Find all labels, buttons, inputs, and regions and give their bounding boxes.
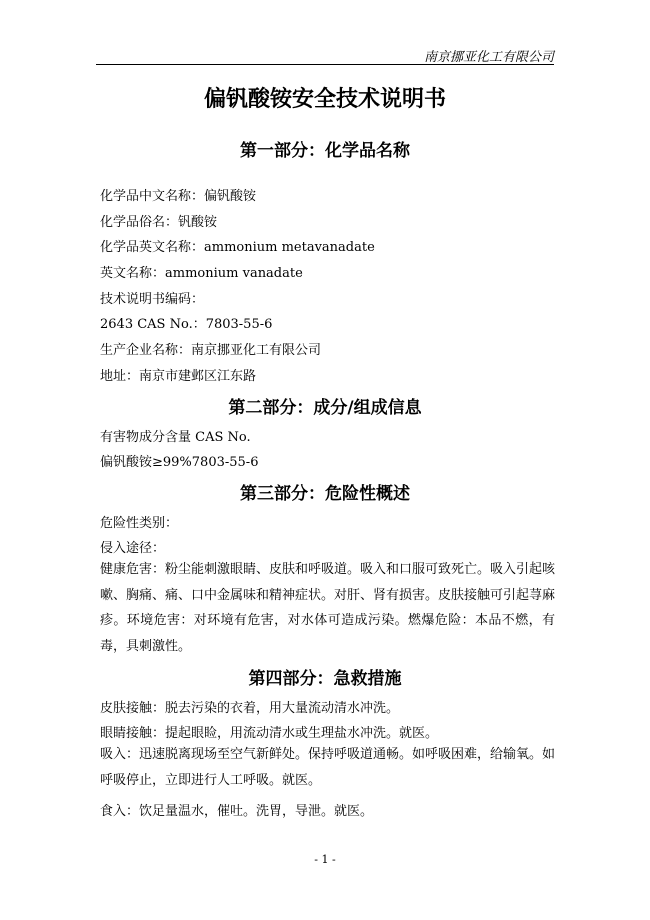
chinese-name-line: 化学品中文名称：偏钒酸铵	[100, 189, 257, 204]
english-name-line: 英文名称：ammonium vanadate	[100, 266, 303, 281]
common-name-line: 化学品俗名：钒酸铵	[100, 215, 218, 230]
address-line: 地址：南京市建邺区江东路	[100, 369, 257, 384]
section-1-heading: 第一部分：化学品名称	[240, 141, 410, 161]
english-chemical-name-line: 化学品英文名称：ammonium metavanadate	[100, 240, 375, 255]
manufacturer-line: 生产企业名称：南京挪亚化工有限公司	[100, 343, 322, 358]
hazard-category-line: 危险性类别：	[100, 516, 179, 531]
header-company-name: 南京挪亚化工有限公司	[423, 50, 554, 65]
exposure-route-line: 侵入途径：	[100, 541, 166, 556]
health-hazard-paragraph: 健康危害：粉尘能刺激眼睛、皮肤和呼吸道。吸入和口服可致死亡。吸入引起咳嗽、胸痛、痛、口中金属味和精神症状。对肝、肾有损害。皮肤接触可引起荨麻疹。环境危害：对环境有危害，对水体可造成污染。燃爆危险：本品不燃，有毒，具刺激性。	[100, 562, 556, 655]
header-rule	[96, 64, 554, 65]
eye-contact-line: 眼睛接触：提起眼睑，用流动清水或生理盐水冲洗。就医。	[100, 726, 439, 741]
section-4-heading: 第四部分：急救措施	[248, 669, 402, 689]
page-number: - 1 -	[314, 853, 336, 866]
cas-number-line: 2643 CAS No.：7803-55-6	[100, 317, 273, 332]
document-title: 偏钒酸铵安全技术说明书	[203, 87, 446, 112]
section-3-heading: 第三部分：危险性概述	[240, 484, 410, 504]
inhalation-paragraph: 吸入：迅速脱离现场至空气新鲜处。保持呼吸道通畅。如呼吸困难，给输氧。如呼吸停止，立即进行人工呼吸。就医。	[100, 747, 556, 788]
skin-contact-line: 皮肤接触：脱去污染的衣着，用大量流动清水冲洗。	[100, 701, 400, 716]
section-2-heading: 第二部分：成分/组成信息	[228, 398, 422, 418]
ingestion-line: 食入：饮足量温水，催吐。洗胃，导泄。就医。	[100, 804, 374, 819]
composition-header-line: 有害物成分含量 CAS No.	[100, 430, 251, 445]
composition-value-line: 偏钒酸铵≥99%7803-55-6	[100, 455, 259, 470]
sheet-code-line: 技术说明书编码：	[100, 292, 205, 307]
